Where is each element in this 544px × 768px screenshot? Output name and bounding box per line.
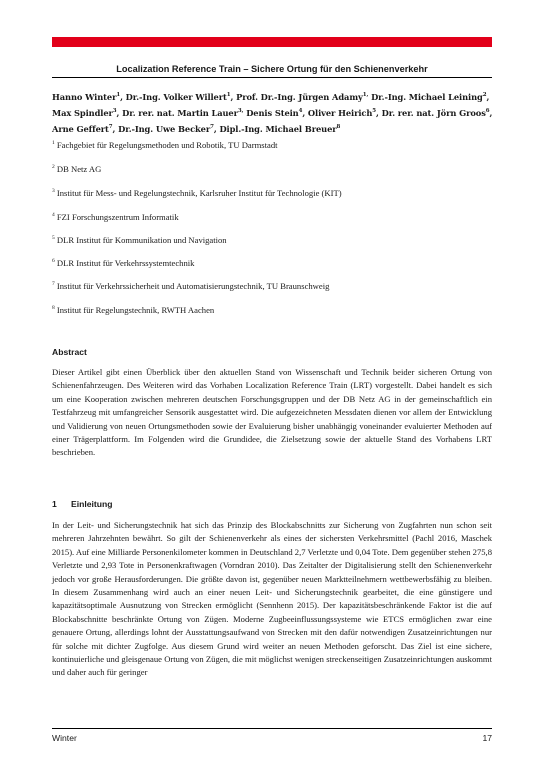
author-name: Dipl.-Ing. Michael Breuer [219, 124, 337, 134]
affiliation-number: 2 [52, 164, 55, 171]
page-number: 17 [482, 733, 492, 743]
header-red-bar [52, 37, 492, 47]
author-affiliation-mark: 3 [112, 108, 117, 115]
author-name: Denis Stein [246, 108, 299, 118]
author-name: Hanno Winter [52, 92, 117, 102]
author-affiliation-mark: 6 [485, 108, 490, 115]
page-footer [52, 728, 492, 743]
author-list: Hanno Winter$^1$, Dr.-Ing. Volker Willert$^1$, Prof. Dr.-Ing. Jürgen Adamy$^{1,}$ Dr.-Ing. Michael Leining$^2$, Max Spindler$^3$, Dr. rer. nat. Martin Lauer$^{3,}$ Denis Stein$^4$, Oliver Heirich$^5$, Dr. rer. nat. Jörn Groos$^6$, Arne Geffert$^7$, Dr.-Ing. Uwe Becker$^7$, Dipl.-Ing. Michael Breuer$^8$ [52, 92, 493, 134]
author-affiliation-mark: 2 [482, 92, 487, 99]
footer-author: Winter [52, 733, 77, 743]
affiliation-text: Institut für Verkehrssicherheit und Automatisierungstechnik, TU Braunschweig [54, 281, 330, 291]
affiliation-item [52, 140, 492, 150]
section-body-text: In der Leit- und Sicherungstechnik hat sich das Prinzip des Blockabschnitts zur Sicherung von Zugfahrten nun schon seit mehreren Jahrzehnten bewährt. So gilt der Schienenverkehr als eines der sichersten Verkehrsmittel (Pachl 2016, Maschek 2015). Auf eine Milliarde Personenkilometer kommen in Deutschland 2,7 Verletzte und 0,04 Tote. Dem gegenüber stehen 275,8 Verletzte und 2,93 Tote in Personenkraftwagen (Vorndran 2010). Das Zeitalter der Digitalisierung stellt den Schienenverkehr jedoch vor große Herausforderungen. Die größte davon ist, gegenüber neuen Marktteilnehmern wettbewerbsfähig zu bleiben. In diesem Zusammenhang wird auch an einer neuen Leit- und Sicherungstechnik gearbeitet, die eine günstigere und kapazitätsoptimale Ausnutzung von Strecken ermöglicht (Sennhenn 2015). Der kapazitätsbeschränkende Faktor ist die auf Blockabschnitte beschränkte Ortung von Zügen. Moderne Zugbeeinflussungssysteme wie ETCS ermöglichen zwar eine genauere Ortung, allerdings lohnt der Ausstattungsaufwand von Strecken mit den dafür notwendigen Zusatzeinrichtungen nur für solche mit dichter Zugfolge. Aus diesem Grund wird weiter an neuen Methoden geforscht. Das Ziel ist eine sichere, kontinuierliche und gleisgenaue Ortung von Zügen, die mit möglichst wenigen streckenseitigen Zusatzeinrichtungen auskommt und daher auch für geringer [52, 520, 492, 678]
author-name: Oliver Heirich [307, 108, 373, 118]
author-name: Dr. rer. nat. Jörn Groos [381, 108, 486, 118]
abstract-heading: Abstract [52, 347, 87, 357]
affiliation-number: 3 [52, 188, 55, 195]
author-affiliation-mark: 3, [237, 108, 244, 115]
affiliation-item [52, 281, 492, 291]
affiliation-item [52, 212, 492, 222]
affiliation-item [52, 164, 492, 174]
affiliation-number: 1 [52, 140, 55, 147]
affiliation-item [52, 235, 492, 245]
section-heading [52, 499, 113, 509]
author-name: Dr.-Ing. Uwe Becker [118, 124, 211, 134]
affiliation-number: 6 [52, 258, 55, 265]
affiliation-text: Institut für Mess- und Regelungstechnik, Karlsruher Institut für Technologie (KIT) [54, 188, 342, 198]
affiliation-item [52, 188, 492, 198]
section-title: Einleitung [71, 499, 113, 509]
affiliation-text: DLR Institut für Kommunikation und Navigation [54, 235, 227, 245]
affiliation-text: Institut für Regelungstechnik, RWTH Aachen [54, 305, 215, 315]
author-name: Dr. rer. nat. Martin Lauer [122, 108, 238, 118]
affiliation-text: FZI Forschungszentrum Informatik [54, 212, 179, 222]
author-affiliation-mark: 1, [362, 92, 369, 99]
section-number: 1 [52, 499, 57, 509]
affiliation-number: 4 [52, 212, 55, 219]
author-affiliation-mark: 4 [298, 108, 303, 115]
author-affiliation-mark: 1 [226, 92, 231, 99]
author-affiliation-mark: 7 [210, 124, 214, 131]
affiliation-text: Fachgebiet für Regelungsmethoden und Robotik, TU Darmstadt [54, 140, 278, 150]
author-name: Dr.-Ing. Michael Leining [371, 92, 483, 102]
author-name: Max Spindler [52, 108, 113, 118]
affiliation-number: 5 [52, 235, 55, 242]
affiliation-number: 8 [52, 305, 55, 312]
affiliation-number: 7 [52, 281, 55, 288]
affiliation-item [52, 258, 492, 268]
author-name: Dr.-Ing. Volker Willert [125, 92, 227, 102]
abstract-text: Dieser Artikel gibt einen Überblick über den aktuellen Stand von Wissenschaft und Technik beider sicheren Ortung von Schienenfahrzeugen. Des Weiteren wird das Vorhaben Localization Reference Train (LRT) vorgestellt. Dabei handelt es sich um eine Kooperation zwischen mehreren deutschen Forschungsgruppen und der DB Netz AG in der gemeinschaftlich ein Testfahrzeug mit umfangreicher Sensorik ausgestattet wird. Die aufgezeichneten Messdaten dienen vor allem der Entwicklung und Validierung von neuen Ortungsmethoden sowie der Evaluierung bisher unabhängig voneinander evaluierter Methoden auf einer Trägerplattform. Im Folgenden wird die Grundidee, die Zielsetzung sowie der aktuelle Stand des Vorhabens LRT beschrieben. [52, 367, 492, 458]
author-affiliation-mark: 1 [116, 92, 121, 99]
affiliation-text: DB Netz AG [54, 164, 102, 174]
author-affiliation-mark: 7 [108, 124, 113, 131]
author-name: Arne Geffert [52, 124, 109, 134]
author-affiliation-mark: 8 [336, 124, 341, 131]
affiliation-text: DLR Institut für Verkehrssystemtechnik [54, 258, 195, 268]
affiliation-item [52, 305, 492, 315]
paper-title: Localization Reference Train – Sichere Ortung für den Schienenverkehr [52, 64, 492, 78]
author-affiliation-mark: 5 [372, 108, 377, 115]
author-name: Prof. Dr.-Ing. Jürgen Adamy [236, 92, 363, 102]
